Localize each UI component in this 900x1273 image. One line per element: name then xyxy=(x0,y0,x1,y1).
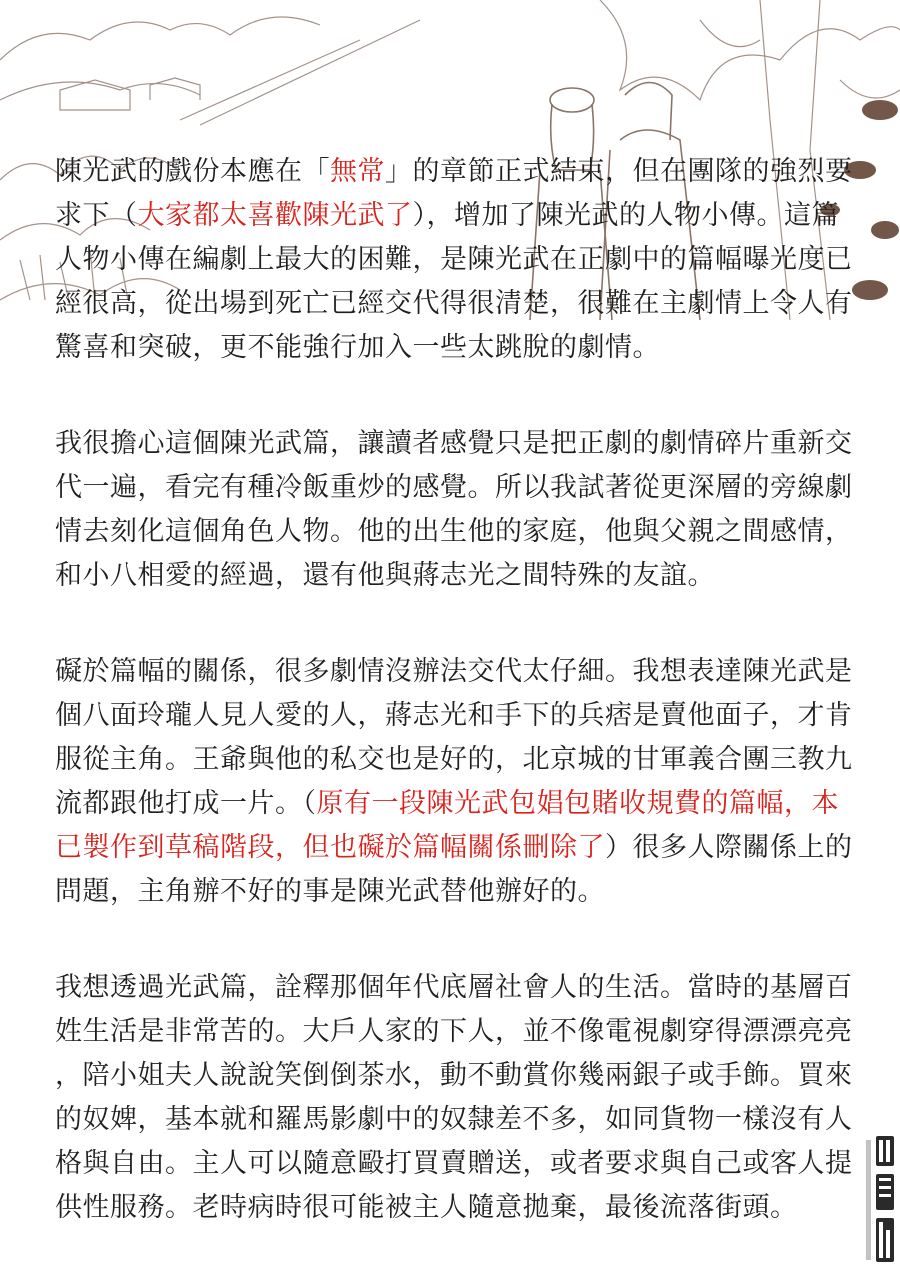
text-line xyxy=(55,194,855,238)
body-text: 姓生活是非常苦的。大戶人家的下人，並不像電視劇穿得漂漂亮亮 xyxy=(55,1016,853,1047)
body-text: 情去刻化這個角色人物。他的出生他的家庭，他與父親之間感情， xyxy=(55,516,853,547)
text-line xyxy=(55,554,855,598)
text-line xyxy=(55,510,855,554)
text-line xyxy=(55,238,855,282)
body-text: 流都跟他打成一片。（ xyxy=(55,788,317,819)
body-text: 經很高，從出場到死亡已經交代得很清楚，很難在主劇情上令人有 xyxy=(55,288,853,319)
highlighted-text: 大家都太喜歡陳光武了 xyxy=(137,200,413,231)
text-line xyxy=(55,870,855,914)
body-text: 代一遍，看完有種冷飯重炒的感覺。所以我試著從更深層的旁線劇 xyxy=(55,472,853,503)
body-text: 問題，主角辦不好的事是陳光武替他辦好的。 xyxy=(55,876,605,907)
text-line xyxy=(55,1142,855,1186)
body-text: 的奴婢，基本就和羅馬影劇中的奴隸差不多，如同貨物一樣沒有人 xyxy=(55,1104,853,1135)
text-line xyxy=(55,966,855,1010)
highlighted-text: 無常 xyxy=(330,156,385,187)
article-body xyxy=(55,150,855,1273)
body-text: ），增加了陳光武的人物小傳。這篇 xyxy=(412,200,839,231)
body-text: 人物小傳在編劇上最大的困難，是陳光武在正劇中的篇幅曝光度已 xyxy=(55,244,853,275)
text-line xyxy=(55,150,855,194)
body-text: 個八面玲瓏人見人愛的人，蔣志光和手下的兵痞是賣他面子，才肯 xyxy=(55,700,853,731)
text-line xyxy=(55,326,855,370)
body-text: 我想透過光武篇，詮釋那個年代底層社會人的生活。當時的基層百 xyxy=(55,972,853,1003)
body-text: 驚喜和突破，更不能強行加入一些太跳脫的劇情。 xyxy=(55,332,660,363)
text-line xyxy=(55,826,855,870)
text-line xyxy=(55,782,855,826)
body-text: 和小八相愛的經過，還有他與蔣志光之間特殊的友誼。 xyxy=(55,560,715,591)
paragraph xyxy=(55,422,855,598)
paragraph xyxy=(55,150,855,370)
watermark-logo xyxy=(864,1130,898,1270)
text-line xyxy=(55,694,855,738)
highlighted-text: 原有一段陳光武包娼包賭收規費的篇幅，本 xyxy=(316,788,839,819)
text-line xyxy=(55,1186,855,1230)
highlighted-text: 已製作到草稿階段，但也礙於篇幅關係刪除了 xyxy=(55,832,605,863)
body-text: ，陪小姐夫人說說笑倒倒茶水，動不動賞你幾兩銀子或手飾。買來 xyxy=(55,1060,853,1091)
text-line xyxy=(55,422,855,466)
body-text: 陳光武的戲份本應在「 xyxy=(55,156,330,187)
text-line xyxy=(55,1098,855,1142)
body-text: 服從主角。王爺與他的私交也是好的，北京城的甘軍義合團三教九 xyxy=(55,744,853,775)
paragraph xyxy=(55,650,855,914)
body-text: 礙於篇幅的關係，很多劇情沒辦法交代太仔細。我想表達陳光武是 xyxy=(55,656,853,687)
body-text: 我很擔心這個陳光武篇，讓讀者感覺只是把正劇的劇情碎片重新交 xyxy=(55,428,853,459)
body-text: 供性服務。老時病時很可能被主人隨意拋棄，最後流落街頭。 xyxy=(55,1192,798,1223)
text-line xyxy=(55,1010,855,1054)
text-line xyxy=(55,282,855,326)
body-text: 格與自由。主人可以隨意毆打買賣贈送，或者要求與自己或客人提 xyxy=(55,1148,853,1179)
body-text: 」的章節正式結束，但在團隊的強烈要 xyxy=(385,156,853,187)
body-text: 求下（ xyxy=(55,200,138,231)
text-line xyxy=(55,738,855,782)
paragraph xyxy=(55,966,855,1230)
text-line xyxy=(55,1054,855,1098)
body-text: ）很多人際關係上的 xyxy=(605,832,853,863)
text-line xyxy=(55,650,855,694)
text-line xyxy=(55,466,855,510)
